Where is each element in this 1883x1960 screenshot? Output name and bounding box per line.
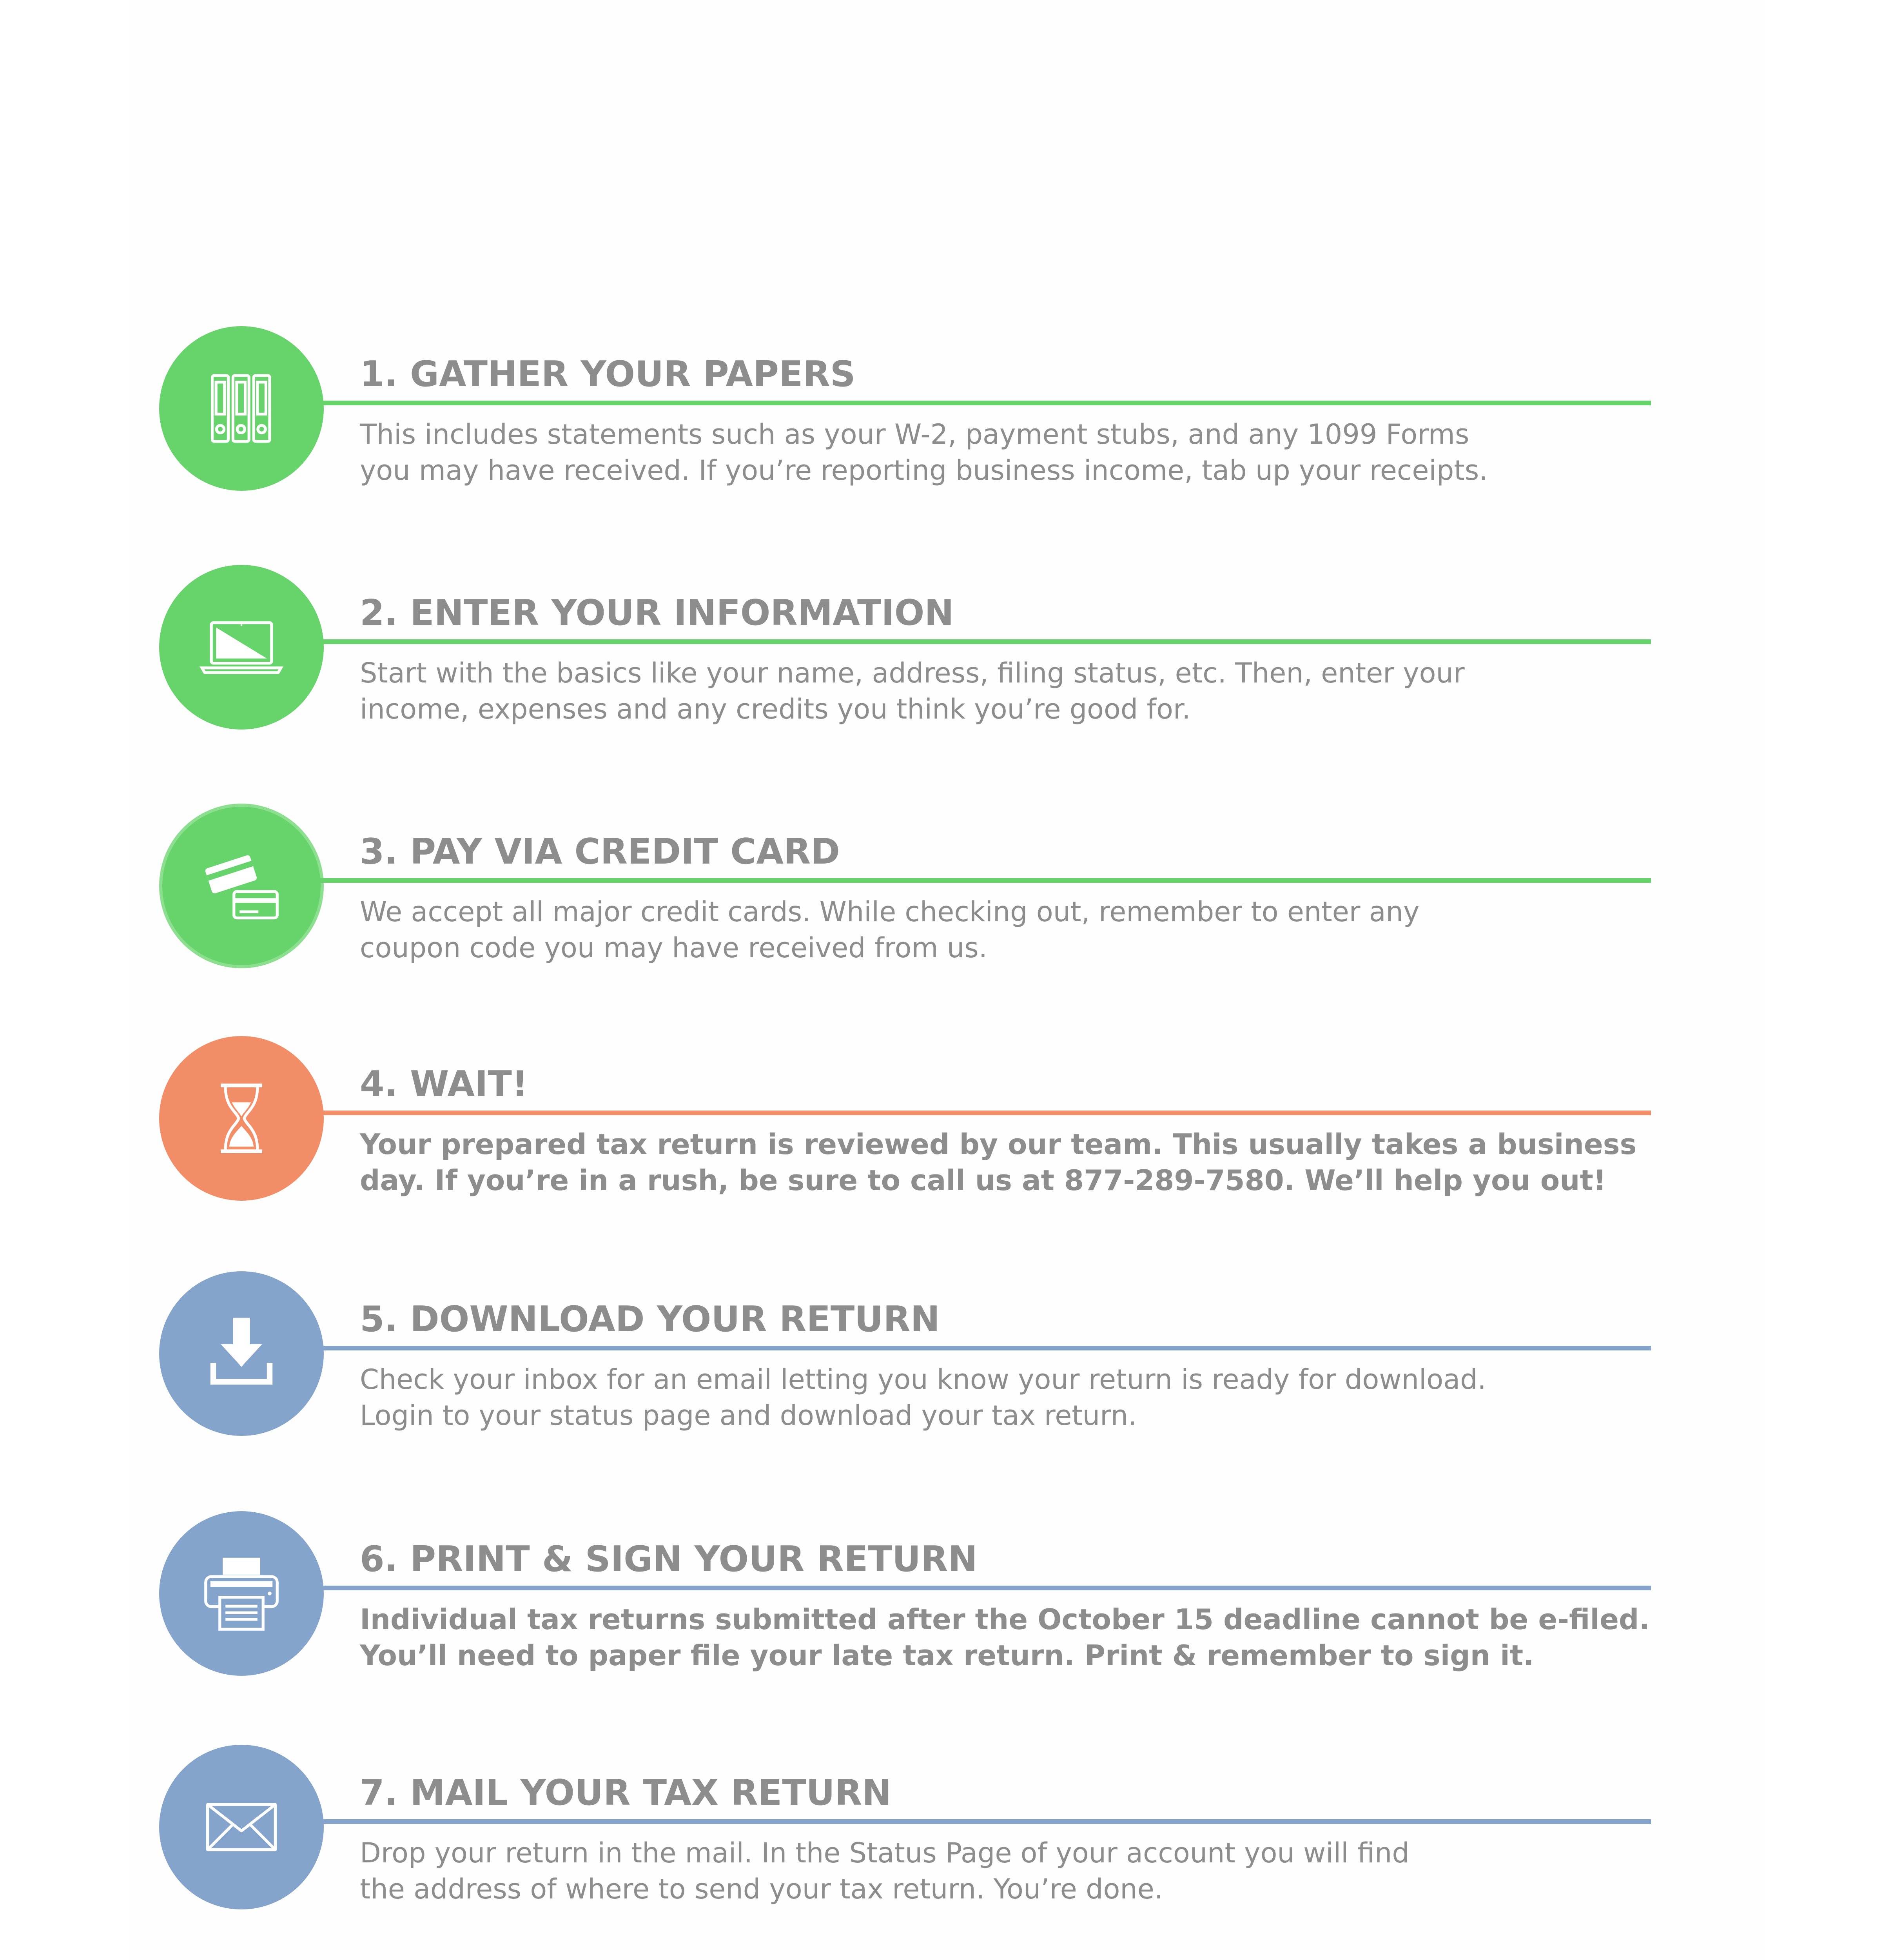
step-description	[360, 1835, 1410, 1907]
step-wait	[0, 1036, 1883, 1201]
description-line: coupon code you may have received from us.	[360, 932, 987, 964]
hourglass-icon	[194, 1071, 288, 1165]
step-description	[360, 1361, 1486, 1434]
description-line: We accept all major credit cards. While checking out, remember to enter any	[360, 896, 1420, 928]
step-title: 6. PRINT & SIGN YOUR RETURN	[360, 1539, 978, 1580]
description-line: Drop your return in the mail. In the Status Page of your account you will find	[360, 1837, 1410, 1869]
step-title: 5. DOWNLOAD YOUR RETURN	[360, 1299, 940, 1340]
description-line: You’ll need to paper file your late tax return. Print & remember to sign it.	[360, 1639, 1534, 1672]
binders-icon	[194, 361, 288, 456]
step-divider	[318, 878, 1651, 883]
step-description	[360, 894, 1419, 966]
description-line: Individual tax returns submitted after the October 15 deadline cannot be e-filed.	[360, 1603, 1650, 1636]
laptop-icon	[194, 600, 288, 694]
envelope-icon	[194, 1780, 288, 1874]
step-mail-return	[0, 1745, 1883, 1909]
description-line: Start with the basics like your name, address, filing status, etc. Then, enter your	[360, 657, 1465, 689]
step-description	[360, 655, 1465, 727]
step-circle	[159, 326, 324, 491]
step-circle	[159, 1745, 324, 1909]
step-divider	[318, 1819, 1651, 1824]
step-circle	[159, 804, 324, 968]
step-description	[360, 1601, 1650, 1673]
step-divider	[318, 1111, 1651, 1115]
download-icon	[194, 1307, 288, 1401]
description-line: This includes statements such as your W-2, payment stubs, and any 1099 Forms	[360, 418, 1469, 450]
step-circle	[159, 565, 324, 730]
step-circle	[159, 1036, 324, 1201]
step-title: 2. ENTER YOUR INFORMATION	[360, 592, 954, 633]
description-line: Your prepared tax return is reviewed by our team. This usually takes a business	[360, 1128, 1637, 1161]
description-line: day. If you’re in a rush, be sure to call us at 877-289-7580. We’ll help you out!	[360, 1164, 1606, 1197]
step-description	[360, 416, 1488, 488]
step-print-sign	[0, 1511, 1883, 1676]
step-title: 4. WAIT!	[360, 1063, 528, 1105]
description-line: Check your inbox for an email letting you know your return is ready for download.	[360, 1363, 1486, 1396]
step-title: 1. GATHER YOUR PAPERS	[360, 354, 856, 395]
step-title: 7. MAIL YOUR TAX RETURN	[360, 1772, 892, 1813]
description-line: Login to your status page and download your tax return.	[360, 1399, 1137, 1432]
printer-icon	[194, 1546, 288, 1641]
step-download-return	[0, 1271, 1883, 1436]
step-circle	[159, 1271, 324, 1436]
step-circle	[159, 1511, 324, 1676]
step-pay-credit-card	[0, 804, 1883, 968]
step-divider	[318, 639, 1651, 644]
description-line: you may have received. If you’re reporting business income, tab up your receipts.	[360, 454, 1488, 486]
step-divider	[318, 1586, 1651, 1590]
step-description	[360, 1126, 1636, 1198]
description-line: the address of where to send your tax return. You’re done.	[360, 1873, 1163, 1905]
step-divider	[318, 1346, 1651, 1350]
description-line: income, expenses and any credits you think you’re good for.	[360, 693, 1191, 725]
credit-card-icon	[194, 839, 288, 933]
step-gather-papers	[0, 326, 1883, 491]
step-divider	[318, 401, 1651, 405]
step-title: 3. PAY VIA CREDIT CARD	[360, 831, 840, 872]
step-enter-information	[0, 565, 1883, 730]
